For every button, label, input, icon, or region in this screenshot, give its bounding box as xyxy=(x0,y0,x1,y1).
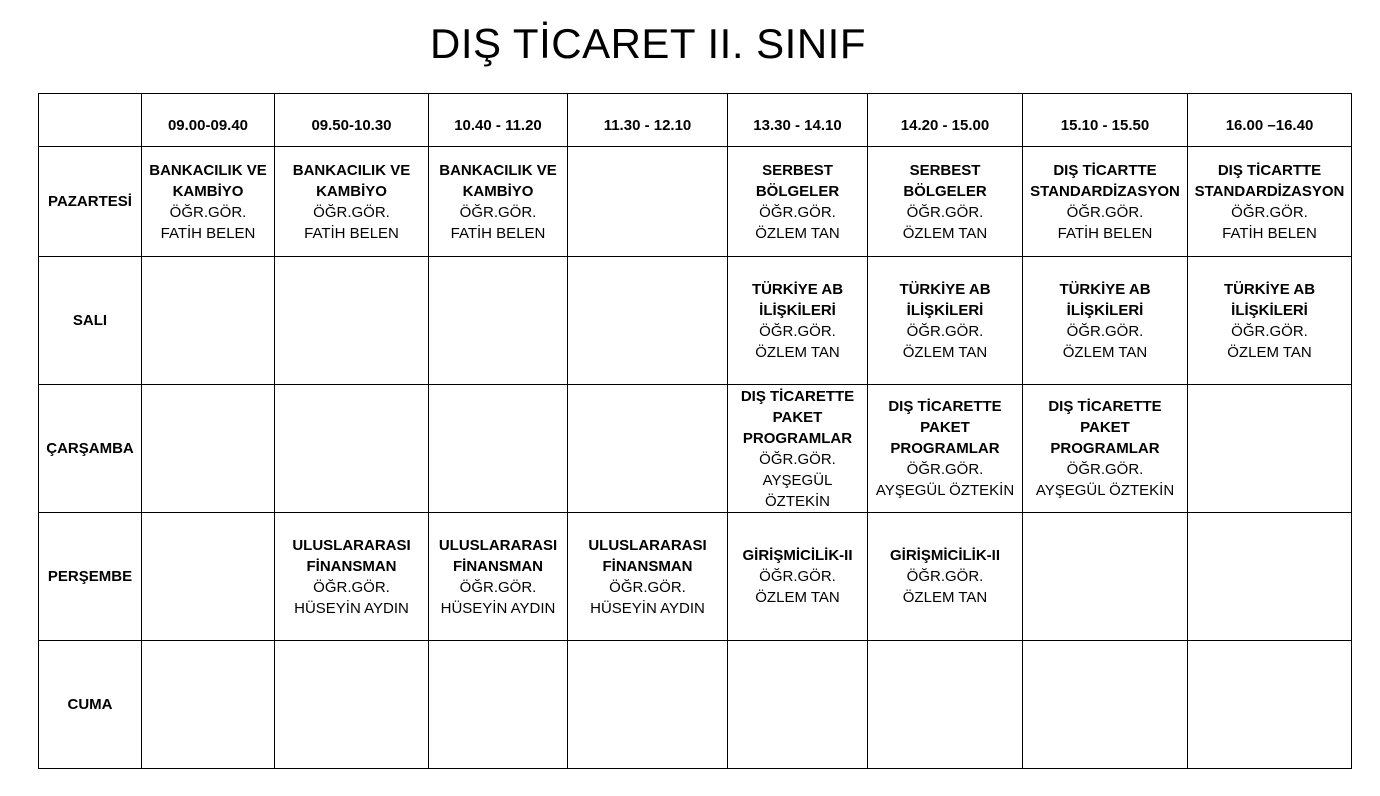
schedule-cell xyxy=(1023,641,1188,769)
schedule-cell xyxy=(275,385,429,513)
instructor-name: ÖZLEM TAN xyxy=(902,343,988,361)
instructor-name: ÖZLEM TAN xyxy=(755,589,840,606)
time-slot-header: 15.10 - 15.50 xyxy=(1023,94,1188,147)
day-label: SALI xyxy=(39,257,142,385)
instructor-title: ÖĞR.GÖR. xyxy=(1231,322,1308,340)
course-name: BANKACILIK VE KAMBİYO xyxy=(292,161,411,200)
course-name: DIŞ TİCARTTE STANDARDİZASYON xyxy=(1194,161,1345,200)
instructor-name: HÜSEYİN AYDIN xyxy=(590,599,705,617)
instructor-title: ÖĞR.GÖR. xyxy=(1066,461,1144,478)
schedule-cell xyxy=(1188,513,1352,641)
schedule-cell xyxy=(1023,513,1188,641)
time-slot-header: 16.00 –16.40 xyxy=(1188,94,1352,147)
instructor-name: ÖZLEM TAN xyxy=(755,343,840,361)
day-label: ÇARŞAMBA xyxy=(39,385,142,513)
instructor-title: ÖĞR.GÖR. xyxy=(1066,203,1144,221)
instructor-name: FATİH BELEN xyxy=(1222,224,1317,242)
schedule-cell xyxy=(1188,147,1352,257)
course-name: ULUSLARARASI FİNANSMAN xyxy=(588,536,707,575)
instructor-title: ÖĞR.GÖR. xyxy=(459,203,537,221)
schedule-cell xyxy=(142,641,275,769)
schedule-cell xyxy=(275,513,429,641)
time-slot-header: 14.20 - 15.00 xyxy=(868,94,1023,147)
course-name: DIŞ TİCARETTE PAKET PROGRAMLAR xyxy=(740,387,855,447)
instructor-name: HÜSEYİN AYDIN xyxy=(294,599,409,617)
schedule-cell xyxy=(728,147,868,257)
schedule-cell xyxy=(275,641,429,769)
course-name: TÜRKİYE AB İLİŞKİLERİ xyxy=(899,280,991,319)
instructor-title: ÖĞR.GÖR. xyxy=(1231,203,1308,221)
schedule-cell xyxy=(275,257,429,385)
day-row xyxy=(39,385,1352,513)
page-title: DIŞ TİCARET II. SINIF xyxy=(429,20,867,67)
schedule-cell xyxy=(429,513,568,641)
instructor-title: ÖĞR.GÖR. xyxy=(313,578,390,596)
instructor-title: ÖĞR.GÖR. xyxy=(759,322,836,340)
schedule-cell xyxy=(142,513,275,641)
schedule-cell xyxy=(568,385,728,513)
schedule-cell xyxy=(1023,385,1188,513)
schedule-cell xyxy=(429,385,568,513)
day-row xyxy=(39,147,1352,257)
instructor-title: ÖĞR.GÖR. xyxy=(906,461,984,478)
instructor-title: ÖĞR.GÖR. xyxy=(906,322,984,340)
instructor-name: FATİH BELEN xyxy=(1057,224,1153,242)
schedule-table xyxy=(38,93,1352,769)
course-name: BANKACILIK VE KAMBİYO xyxy=(439,161,557,200)
schedule-cell xyxy=(142,257,275,385)
schedule-cell xyxy=(868,147,1023,257)
schedule-cell xyxy=(142,147,275,257)
schedule-cell xyxy=(1188,257,1352,385)
course-name: DIŞ TİCARETTE PAKET PROGRAMLAR xyxy=(1048,398,1162,457)
day-row xyxy=(39,641,1352,769)
day-label: CUMA xyxy=(39,641,142,769)
course-name: DIŞ TİCARETTE PAKET PROGRAMLAR xyxy=(888,398,1002,457)
instructor-name: AYŞEGÜL ÖZTEKİN xyxy=(1035,482,1175,499)
course-name: TÜRKİYE AB İLİŞKİLERİ xyxy=(751,280,844,319)
course-name: BANKACILIK VE KAMBİYO xyxy=(149,161,267,200)
schedule-cell xyxy=(568,257,728,385)
schedule-cell xyxy=(868,257,1023,385)
instructor-name: ÖZLEM TAN xyxy=(902,224,988,242)
instructor-name: ÖZLEM TAN xyxy=(1062,343,1148,361)
course-name: SERBEST BÖLGELER xyxy=(755,161,840,200)
instructor-name: AYŞEGÜL ÖZTEKİN xyxy=(875,482,1015,499)
course-name: SERBEST BÖLGELER xyxy=(903,161,987,200)
instructor-title: ÖĞR.GÖR. xyxy=(759,568,836,585)
instructor-name: FATİH BELEN xyxy=(304,224,399,242)
schedule-cell xyxy=(868,641,1023,769)
time-slot-header: 13.30 - 14.10 xyxy=(728,94,868,147)
course-name: GİRİŞMİCİLİK-II xyxy=(890,547,1000,564)
time-slot-header: 11.30 - 12.10 xyxy=(568,94,728,147)
header-row xyxy=(39,94,1352,147)
schedule-cell xyxy=(1023,257,1188,385)
time-slot-header: 09.50-10.30 xyxy=(275,94,429,147)
course-name: ULUSLARARASI FİNANSMAN xyxy=(438,536,558,575)
instructor-name: ÖZLEM TAN xyxy=(902,589,988,606)
schedule-cell xyxy=(1188,641,1352,769)
instructor-name: FATİH BELEN xyxy=(160,224,256,242)
instructor-title: ÖĞR.GÖR. xyxy=(759,450,836,468)
instructor-title: ÖĞR.GÖR. xyxy=(906,203,984,221)
schedule-cell xyxy=(728,385,868,513)
schedule-cell xyxy=(1188,385,1352,513)
course-name: ULUSLARARASI FİNANSMAN xyxy=(292,536,411,575)
schedule-cell xyxy=(275,147,429,257)
instructor-name: ÖZLEM TAN xyxy=(755,224,840,242)
corner-cell xyxy=(39,94,142,147)
schedule-cell xyxy=(568,513,728,641)
instructor-title: ÖĞR.GÖR. xyxy=(906,568,984,585)
instructor-name: HÜSEYİN AYDIN xyxy=(440,599,556,617)
schedule-cell xyxy=(728,641,868,769)
schedule-cell xyxy=(568,147,728,257)
schedule-cell xyxy=(142,385,275,513)
course-name: TÜRKİYE AB İLİŞKİLERİ xyxy=(1059,280,1151,319)
time-slot-header: 09.00-09.40 xyxy=(142,94,275,147)
schedule-cell xyxy=(429,147,568,257)
schedule-cell xyxy=(728,513,868,641)
instructor-title: ÖĞR.GÖR. xyxy=(1066,322,1144,340)
schedule-cell xyxy=(728,257,868,385)
instructor-title: ÖĞR.GÖR. xyxy=(759,203,836,221)
instructor-name: AYŞEGÜL ÖZTEKİN xyxy=(762,471,833,510)
schedule-cell xyxy=(429,257,568,385)
schedule-cell xyxy=(1023,147,1188,257)
day-label: PAZARTESİ xyxy=(39,147,142,257)
day-row xyxy=(39,513,1352,641)
instructor-name: ÖZLEM TAN xyxy=(1227,343,1312,361)
instructor-title: ÖĞR.GÖR. xyxy=(459,578,537,596)
course-name: DIŞ TİCARTTE STANDARDİZASYON xyxy=(1030,161,1180,200)
instructor-title: ÖĞR.GÖR. xyxy=(609,578,686,596)
course-name: TÜRKİYE AB İLİŞKİLERİ xyxy=(1223,280,1316,319)
schedule-cell xyxy=(568,641,728,769)
schedule-cell xyxy=(429,641,568,769)
instructor-title: ÖĞR.GÖR. xyxy=(169,203,247,221)
schedule-cell xyxy=(868,385,1023,513)
day-label: PERŞEMBE xyxy=(39,513,142,641)
course-name: GİRİŞMİCİLİK-II xyxy=(742,547,853,564)
instructor-title: ÖĞR.GÖR. xyxy=(313,203,390,221)
day-row xyxy=(39,257,1352,385)
instructor-name: FATİH BELEN xyxy=(450,224,546,242)
schedule-cell xyxy=(868,513,1023,641)
time-slot-header: 10.40 - 11.20 xyxy=(429,94,568,147)
